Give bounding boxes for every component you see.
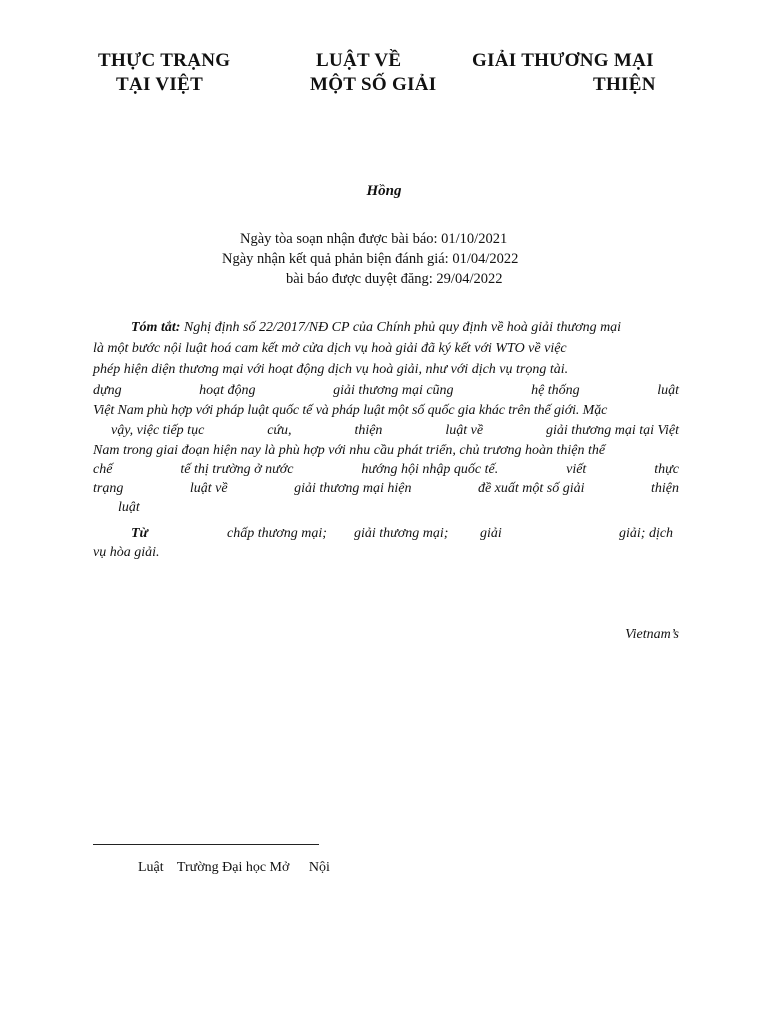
title-line-1 <box>0 50 768 74</box>
abstract-word: hướng hội nhập quốc tế. <box>361 462 499 477</box>
abstract-word: thực <box>654 462 679 477</box>
abstract-line: luật <box>118 500 140 515</box>
title-fragment: THIỆN <box>593 74 656 95</box>
abstract-word: thiện <box>354 423 383 438</box>
review-date: Ngày nhận kết quả phản biện đánh giá: 01/04/2022 <box>222 251 519 267</box>
keyword-item: chấp thương mại; <box>227 526 327 541</box>
abstract-line: phép hiện diện thương mại với hoạt động dịch vụ hoà giải, như với dịch vụ trọng tài. <box>93 362 569 377</box>
abstract-word: hoạt động <box>199 383 256 398</box>
abstract-word: viết <box>566 462 587 477</box>
abstract-line <box>93 481 679 499</box>
footnote-word: Nội <box>308 860 330 875</box>
abstract-word: giải thương mại hiện <box>294 481 412 496</box>
keyword-item: giải; dịch <box>619 526 674 541</box>
abstract-line <box>111 423 679 441</box>
footnote-word: Luật <box>138 860 164 875</box>
abstract-line <box>93 383 679 401</box>
footnote-divider <box>93 844 319 845</box>
abstract-word: luật <box>657 383 679 398</box>
keywords-line <box>93 545 679 563</box>
abstract-word: trạng <box>93 481 124 496</box>
abstract-word: dựng <box>93 383 122 398</box>
abstract-line: Nam trong giai đoạn hiện nay là phù hợp với nhu cầu phát triển, chủ trương hoàn thiện thể <box>93 443 606 458</box>
abstract-word: hệ thống <box>531 383 580 398</box>
abstract-word: thiện <box>651 481 679 496</box>
abstract-line <box>93 462 679 480</box>
author-name: Hồng <box>366 183 402 199</box>
keyword-item: vụ hòa giải. <box>93 545 160 560</box>
abstract-line <box>93 320 679 338</box>
keywords-line <box>93 526 679 544</box>
footnote-word: Trường Đại học Mở <box>176 860 290 875</box>
title-fragment: MỘT SỐ GIẢI <box>310 74 437 95</box>
title-fragment: LUẬT VỀ <box>316 50 402 71</box>
english-title-fragment: Vietnam’s <box>625 627 679 642</box>
keywords-label: Từ <box>131 526 148 541</box>
abstract-label: Tóm tắt: <box>131 320 181 335</box>
abstract-word: giải thương mại tại Việt <box>545 423 679 438</box>
abstract-word: cứu, <box>267 423 292 438</box>
title-line-2 <box>0 74 768 98</box>
abstract-word: giải thương mại cũng <box>333 383 454 398</box>
abstract-line: là một bước nội luật hoá cam kết mở cửa dịch vụ hoà giải đã ký kết với WTO về việc <box>93 341 567 356</box>
keyword-item: giải <box>480 526 502 541</box>
abstract-text: Nghị định số 22/2017/NĐ CP của Chính phủ quy định về hoà giải thương mại <box>183 320 622 335</box>
footnote <box>138 860 340 876</box>
abstract-word: chế <box>93 462 113 477</box>
title-fragment: THỰC TRẠNG <box>98 50 231 71</box>
abstract-word: luật về <box>445 423 484 438</box>
keyword-item: giải thương mại; <box>354 526 449 541</box>
abstract-word: luật về <box>189 481 228 496</box>
abstract-word: vậy, việc tiếp tục <box>111 423 205 438</box>
title-fragment: GIẢI THƯƠNG MẠI <box>472 50 654 71</box>
abstract-line: Việt Nam phù hợp với pháp luật quốc tế và pháp luật một số quốc gia khác trên thế giới. Mặc <box>93 403 608 418</box>
title-fragment: TẠI VIỆT <box>116 74 204 95</box>
abstract-word: đề xuất một số giải <box>477 481 585 496</box>
approved-date: bài báo được duyệt đăng: 29/04/2022 <box>286 271 503 287</box>
received-date: Ngày tòa soạn nhận được bài báo: 01/10/2021 <box>240 231 508 247</box>
abstract-word: tế thị trường ở nước <box>180 462 294 477</box>
